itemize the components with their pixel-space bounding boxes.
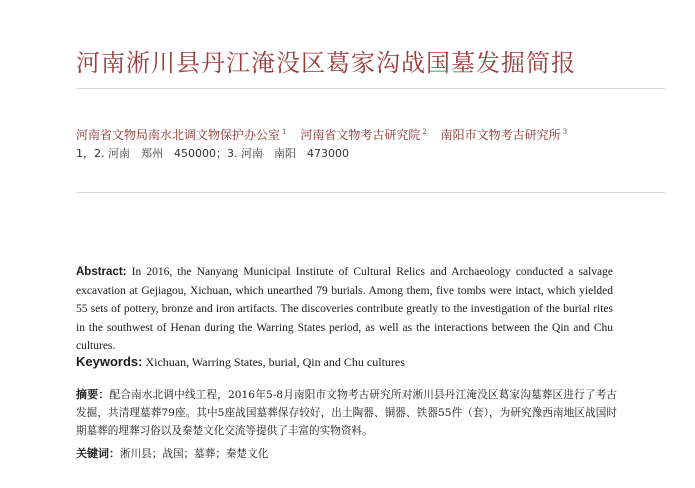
abstract-english-text: In 2016, the Nanyang Municipal Institute of Cultural Relics and Archaeology conducted a salvage excavation at Gejiagou, Xichuan, which unearthed 79 burials. Among them, five tombs were intact, which yielded 55 sets of pottery, bronze and iron artifacts. The discoveries contribute greatly to the investigation of the burial rites in the southwest of Henan during the Warring States period, as well as the interactions between the Qin and Chu cultures. <box>76 266 613 353</box>
title-divider <box>76 88 665 89</box>
affiliation-3-marker: 3 <box>562 128 568 136</box>
header-divider <box>76 192 665 193</box>
abstract-english-label: Abstract: <box>76 266 127 278</box>
abstract-chinese-label: 摘要： <box>76 389 110 401</box>
keywords-english-label: Keywords: <box>76 354 143 369</box>
keywords-chinese <box>76 445 268 461</box>
keywords-chinese-label: 关键词： <box>76 448 120 460</box>
abstract-chinese-text: 配合南水北调中线工程，2016年5-8月南阳市文物考古研究所对淅川县丹江淹没区葛家沟墓葬区进行了考古发掘，共清理墓葬79座。其中5座战国墓葬保存较好，出土陶器、铜器、铁器55件（套），为研究豫西南地区战国时期墓葬的埋葬习俗以及秦楚文化交流等提供了丰富的实物资料。 <box>76 389 617 437</box>
keywords-english-text: Xichuan, Warring States, burial, Qin and Chu cultures <box>142 355 405 369</box>
affiliation-1-marker: 1 <box>282 128 287 136</box>
affiliation-1: 河南省文物局南水北调文物保护办公室 <box>76 128 281 142</box>
author-affiliations <box>76 126 577 143</box>
paper-title: 河南淅川县丹江淹没区葛家沟战国墓发掘简报 <box>76 49 576 77</box>
affiliation-address: 1，2. 河南 郑州 450000；3. 河南 南阳 473000 <box>76 147 349 160</box>
abstract-english <box>76 263 613 356</box>
affiliation-2-marker: 2 <box>422 128 427 136</box>
affiliation-2: 河南省文物考古研究院 <box>300 128 421 142</box>
keywords-english <box>76 354 613 370</box>
abstract-chinese <box>76 386 617 440</box>
affiliation-3: 南阳市文物考古研究所 <box>440 128 561 142</box>
keywords-chinese-text: 淅川县；战国；墓葬；秦楚文化 <box>120 448 269 460</box>
